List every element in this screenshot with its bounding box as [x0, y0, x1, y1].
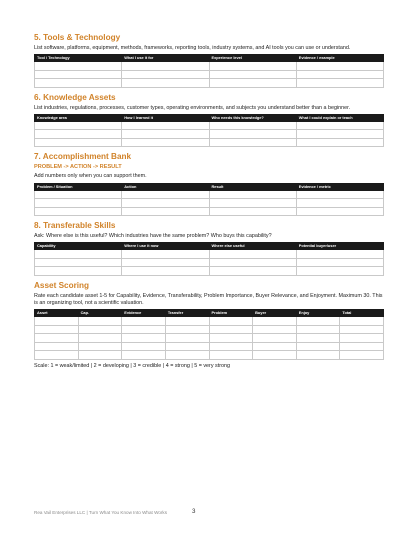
table-cell[interactable]	[209, 317, 253, 326]
table-cell[interactable]	[253, 351, 297, 360]
table-row	[35, 351, 384, 360]
column-header: What I use it for	[122, 55, 209, 62]
column-header: Transfer	[165, 310, 209, 317]
table-cell[interactable]	[209, 121, 296, 130]
table-cell[interactable]	[122, 258, 209, 267]
table-cell[interactable]	[209, 267, 296, 276]
table-cell[interactable]	[253, 334, 297, 343]
table-cell[interactable]	[296, 317, 340, 326]
column-header: Knowledge area	[35, 114, 122, 121]
table-cell[interactable]	[165, 334, 209, 343]
column-header: How I learned it	[122, 114, 209, 121]
table-cell[interactable]	[165, 351, 209, 360]
page-number: 3	[192, 508, 196, 515]
table-cell[interactable]	[209, 199, 296, 208]
column-header: Action	[122, 183, 209, 190]
table-cell[interactable]	[296, 62, 383, 71]
table-cell[interactable]	[35, 258, 122, 267]
table-row	[35, 121, 384, 130]
table-cell[interactable]	[35, 121, 122, 130]
table-cell[interactable]	[165, 317, 209, 326]
table-cell[interactable]	[122, 250, 209, 259]
table-row	[35, 70, 384, 79]
table-cell[interactable]	[78, 342, 122, 351]
table-cell[interactable]	[209, 130, 296, 139]
column-header: Capability	[35, 243, 122, 250]
table-cell[interactable]	[296, 138, 383, 147]
table-cell[interactable]	[296, 250, 383, 259]
table-cell[interactable]	[122, 121, 209, 130]
section-description: Rate each candidate asset 1-5 for Capability, Evidence, Transferability, Problem Importance, Buyer Relevance, and Enjoyment. Maximum 30. This is an organizing tool, not a scientific valuation.	[34, 292, 383, 307]
table-cell[interactable]	[35, 190, 122, 199]
table-cell[interactable]	[340, 342, 384, 351]
table-row	[35, 199, 384, 208]
table-cell[interactable]	[78, 334, 122, 343]
table-cell[interactable]	[296, 342, 340, 351]
table-row	[35, 267, 384, 276]
column-header: Buyer	[253, 310, 297, 317]
column-header: Result	[209, 183, 296, 190]
table-header-row	[35, 310, 384, 317]
table-row	[35, 62, 384, 71]
table-row	[35, 325, 384, 334]
section-title: 8. Transferable Skills	[34, 221, 116, 231]
table-cell[interactable]	[253, 325, 297, 334]
table-cell[interactable]	[296, 79, 383, 88]
table-cell[interactable]	[296, 351, 340, 360]
table-cell[interactable]	[209, 207, 296, 216]
table-cell[interactable]	[296, 334, 340, 343]
table-header-row	[35, 55, 384, 62]
table-row	[35, 258, 384, 267]
table-cell[interactable]	[122, 267, 209, 276]
table-cell[interactable]	[296, 325, 340, 334]
table-cell[interactable]	[165, 325, 209, 334]
table-cell[interactable]	[35, 267, 122, 276]
section-tools-technology	[34, 33, 384, 88]
column-header: Evidence / metric	[296, 183, 383, 190]
column-header: Cap.	[78, 310, 122, 317]
table-row	[35, 250, 384, 259]
table-cell[interactable]	[209, 62, 296, 71]
section-description: List industries, regulations, processes, customer types, operating environments, and subjects you understand better than a beginner.	[34, 104, 351, 111]
accomplishment-table	[34, 183, 384, 217]
table-cell[interactable]	[35, 207, 122, 216]
table-cell[interactable]	[122, 190, 209, 199]
column-header: Where I use it now	[122, 243, 209, 250]
column-header: Where else useful	[209, 243, 296, 250]
footer-text: Rea Vail Enterprises LLC | Turn What You Know Into What Works	[34, 510, 168, 515]
table-row	[35, 138, 384, 147]
column-header: Evidence	[122, 310, 166, 317]
table-row	[35, 130, 384, 139]
table-cell[interactable]	[296, 121, 383, 130]
scoring-table	[34, 309, 384, 360]
table-row	[35, 317, 384, 326]
column-header: Asset	[35, 310, 79, 317]
table-cell[interactable]	[209, 79, 296, 88]
section-accomplishment-bank	[34, 152, 384, 216]
table-cell[interactable]	[340, 334, 384, 343]
table-cell[interactable]	[296, 130, 383, 139]
knowledge-table	[34, 114, 384, 148]
table-cell[interactable]	[296, 258, 383, 267]
table-header-row	[35, 183, 384, 190]
table-cell[interactable]	[340, 351, 384, 360]
section-subtitle: PROBLEM -> ACTION -> RESULT	[34, 164, 122, 171]
table-cell[interactable]	[209, 325, 253, 334]
column-header: Evidence / example	[296, 55, 383, 62]
table-cell[interactable]	[209, 334, 253, 343]
table-cell[interactable]	[35, 325, 79, 334]
table-cell[interactable]	[122, 70, 209, 79]
table-cell[interactable]	[296, 199, 383, 208]
column-header: Enjoy	[296, 310, 340, 317]
column-header: Who needs this knowledge?	[209, 114, 296, 121]
section-transferable-skills	[34, 221, 384, 276]
table-cell[interactable]	[35, 130, 122, 139]
table-cell[interactable]	[122, 138, 209, 147]
tools-table	[34, 54, 384, 88]
section-description: Add numbers only when you can support them.	[34, 173, 147, 180]
table-row	[35, 334, 384, 343]
table-cell[interactable]	[78, 351, 122, 360]
column-header: Tool / Technology	[35, 55, 122, 62]
table-cell[interactable]	[340, 325, 384, 334]
page-content	[34, 33, 384, 375]
table-cell[interactable]	[122, 130, 209, 139]
table-cell[interactable]	[209, 258, 296, 267]
table-cell[interactable]	[296, 190, 383, 199]
table-cell[interactable]	[209, 250, 296, 259]
table-cell[interactable]	[253, 317, 297, 326]
section-asset-scoring	[34, 281, 384, 370]
section-description: Ask: Where else is this useful? Which industries have the same problem? Who buys this capability?	[34, 233, 272, 240]
table-cell[interactable]	[209, 190, 296, 199]
table-row	[35, 79, 384, 88]
table-cell[interactable]	[165, 342, 209, 351]
table-cell[interactable]	[35, 138, 122, 147]
table-cell[interactable]	[122, 325, 166, 334]
column-header: Experience level	[209, 55, 296, 62]
table-cell[interactable]	[35, 199, 122, 208]
table-cell[interactable]	[209, 138, 296, 147]
section-title: 7. Accomplishment Bank	[34, 152, 132, 162]
table-cell[interactable]	[296, 267, 383, 276]
table-cell[interactable]	[122, 62, 209, 71]
table-cell[interactable]	[35, 334, 79, 343]
column-header: What I could explain or teach	[296, 114, 383, 121]
column-header: Potential buyer/user	[296, 243, 383, 250]
table-cell[interactable]	[35, 79, 122, 88]
table-cell[interactable]	[35, 70, 122, 79]
table-cell[interactable]	[122, 342, 166, 351]
table-cell[interactable]	[35, 250, 122, 259]
column-header: Total	[340, 310, 384, 317]
table-row	[35, 207, 384, 216]
table-row	[35, 190, 384, 199]
section-title: Asset Scoring	[34, 280, 90, 290]
table-cell[interactable]	[296, 207, 383, 216]
section-title: 6. Knowledge Assets	[34, 92, 116, 102]
transferable-table	[34, 242, 384, 276]
table-cell[interactable]	[209, 351, 253, 360]
column-header: Problem	[209, 310, 253, 317]
table-cell[interactable]	[209, 342, 253, 351]
table-cell[interactable]	[253, 342, 297, 351]
table-cell[interactable]	[122, 351, 166, 360]
table-cell[interactable]	[35, 342, 79, 351]
table-cell[interactable]	[35, 351, 79, 360]
table-header-row	[35, 114, 384, 121]
section-knowledge-assets	[34, 93, 384, 148]
table-cell[interactable]	[78, 317, 122, 326]
section-title: 5. Tools & Technology	[34, 33, 121, 42]
table-header-row	[35, 243, 384, 250]
table-cell[interactable]	[122, 207, 209, 216]
table-cell[interactable]	[209, 70, 296, 79]
table-cell[interactable]	[122, 199, 209, 208]
table-cell[interactable]	[35, 317, 79, 326]
table-cell[interactable]	[122, 79, 209, 88]
table-cell[interactable]	[122, 317, 166, 326]
table-cell[interactable]	[296, 70, 383, 79]
table-cell[interactable]	[78, 325, 122, 334]
section-description: List software, platforms, equipment, methods, frameworks, reporting tools, industry systems, and AI tools you can use or understand.	[34, 45, 351, 51]
scoring-scale: Scale: 1 = weak/limited | 2 = developing | 3 = credible | 4 = strong | 5 = very strong	[34, 362, 231, 369]
column-header: Problem / Situation	[35, 183, 122, 190]
table-cell[interactable]	[340, 317, 384, 326]
table-row	[35, 342, 384, 351]
table-cell[interactable]	[35, 62, 122, 71]
table-cell[interactable]	[122, 334, 166, 343]
